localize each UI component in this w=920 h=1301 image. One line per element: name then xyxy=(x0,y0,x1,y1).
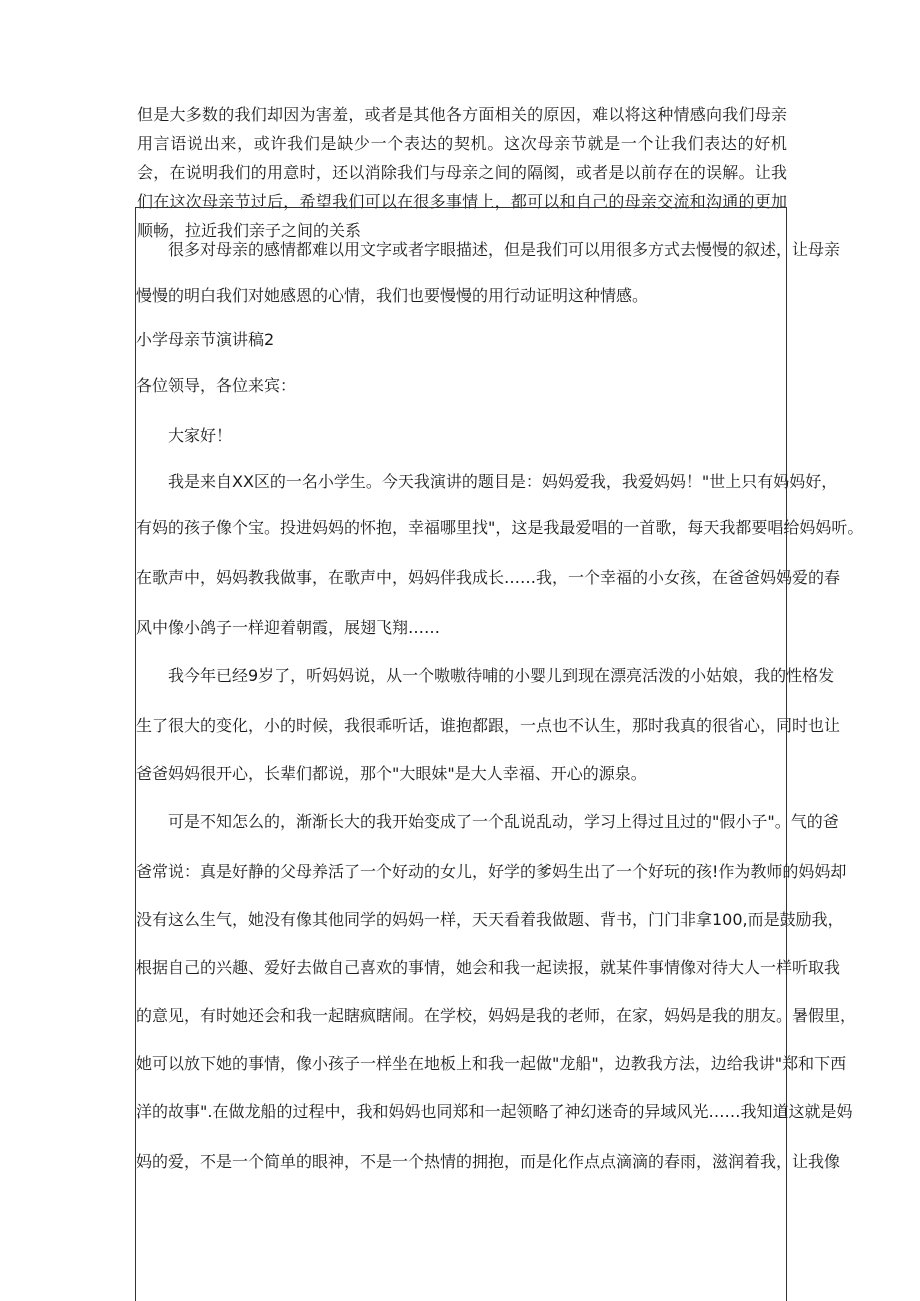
text-line: 很多对母亲的感情都难以用文字或者字眼描述，但是我们可以用很多方式去慢慢的叙述，让母亲 xyxy=(168,240,841,259)
text-line: 爸常说：真是好静的父母养活了一个好动的女儿，好学的爹妈生出了一个好玩的孩!作为教师的妈妈却 xyxy=(136,862,847,881)
text-line: 在歌声中，妈妈教我做事，在歌声中，妈妈伴我成长……我，一个幸福的小女孩，在爸爸妈妈爱的春 xyxy=(136,568,841,587)
text-line: 生了很大的变化，小的时候，我很乖听话，谁抱都跟，一点也不认生，那时我真的很省心，同时也让 xyxy=(136,716,841,735)
intro-paragraph: 但是大多数的我们却因为害羞，或者是其他各方面相关的原因，难以将这种情感向我们母亲用言语说出来，或许我们是缺少一个表达的契机。这次母亲节就是一个让我们表达的好机会，在说明我们的用意时，还以消除我们与母亲之间的隔阂，或者是以前存在的误解。让我们在这次母亲节过后，希望我们可以在很多事情上，都可以和自己的母亲交流和沟通的更加顺畅，拉近我们亲子之间的关系 xyxy=(137,105,787,240)
section-heading: 小学母亲节演讲稿2 xyxy=(136,330,275,349)
text-line: 我是来自XX区的一名小学生。今天我演讲的题目是：妈妈爱我，我爱妈妈！"世上只有妈妈好， xyxy=(168,472,838,491)
text-line: 洋的故事".在做龙船的过程中，我和妈妈也同郑和一起领略了神幻迷奇的异域风光……我知道这就是妈 xyxy=(136,1102,853,1121)
text-line: 有妈的孩子像个宝。投进妈妈的怀抱，幸福哪里找"，这是我最爱唱的一首歌，每天我都要唱给妈妈听。 xyxy=(136,518,864,537)
greeting: 大家好！ xyxy=(168,426,233,445)
text-line: 妈的爱，不是一个简单的眼神，不是一个热情的拥抱，而是化作点点滴滴的春雨，滋润着我，让我像 xyxy=(136,1152,841,1171)
text-line: 风中像小鸽子一样迎着朝霞，展翅飞翔…… xyxy=(136,618,441,637)
text-line: 爸爸妈妈很开心，长辈们都说，那个"大眼妹"是大人幸福、开心的源泉。 xyxy=(136,764,647,783)
text-line: 没有这么生气，她没有像其他同学的妈妈一样，天天看着我做题、背书，门门非拿100,而是鼓励我， xyxy=(136,910,844,929)
text-line: 慢慢的明白我们对她感恩的心情，我们也要慢慢的用行动证明这种情感。 xyxy=(136,286,649,305)
text-line: 根据自己的兴趣、爱好去做自己喜欢的事情，她会和我一起读报，就某件事情像对待大人一样听取我 xyxy=(136,958,841,977)
text-line: 的意见，有时她还会和我一起瞎疯瞎闹。在学校，妈妈是我的老师，在家，妈妈是我的朋友。暑假里， xyxy=(136,1006,857,1025)
text-line: 可是不知怎么的，渐渐长大的我开始变成了一个乱说乱动，学习上得过且过的"假小子"。气的爸 xyxy=(168,812,839,831)
salutation: 各位领导，各位来宾： xyxy=(136,376,297,395)
text-line: 我今年已经9岁了，听妈妈说，从一个嗷嗷待哺的小婴儿到现在漂亮活泼的小姑娘，我的性格发 xyxy=(168,666,835,685)
text-line: 她可以放下她的事情，像小孩子一样坐在地板上和我一起做"龙船"，边教我方法，边给我讲"郑和下西 xyxy=(136,1054,847,1073)
content-frame xyxy=(135,207,864,1301)
